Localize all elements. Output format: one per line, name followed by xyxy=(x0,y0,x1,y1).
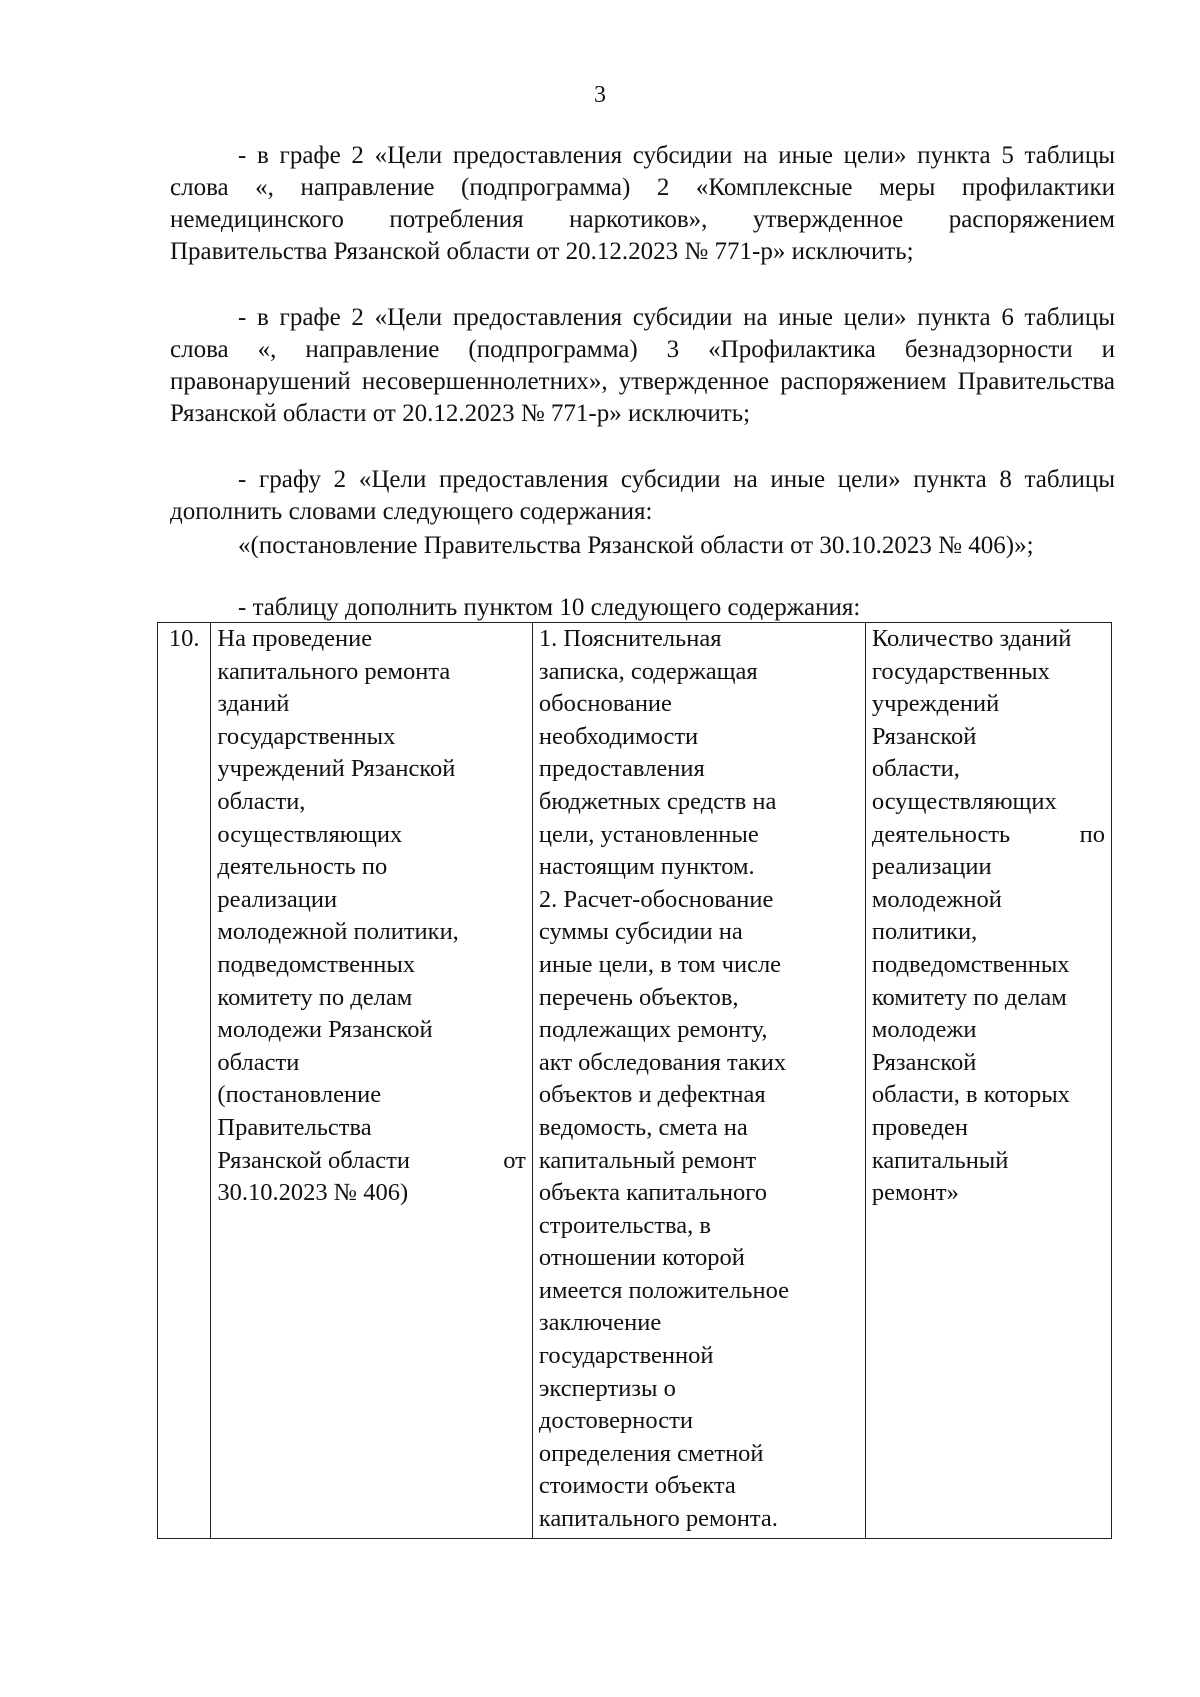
result-cell xyxy=(865,623,1111,1539)
purpose-text: На проведение капитального ремонта зданий государственных учреждений Рязанской области, осуществляющих деятельность по реализации молодежной политики, подведомственных комитету по делам молодежи Рязанской области (постановление Правительства xyxy=(217,625,459,1141)
paragraph-1: - в графе 2 «Цели предоставления субсидии на иные цели» пункта 5 таблицы слова «, направление (подпрограмма) 2 «Комплексные меры профилактики немедицинского потребления наркотиков», утвержденное распоряжением Правительства Рязанской области от 20.12.2023 № 771-р» исключить; xyxy=(170,142,1115,265)
result-text-top: Количество зданий государственных учреждений Рязанской области, осуществляющих xyxy=(871,625,1072,815)
row-number: 10. xyxy=(168,625,200,652)
result-justified-line xyxy=(872,819,1105,852)
documents-cell xyxy=(532,623,865,1539)
purpose-end: 30.10.2023 № 406) xyxy=(217,1179,409,1207)
documents-text: 1. Пояснительная записка, содержащая обоснование необходимости предоставления бюджетных средств на цели, установленные настоящим пунктом. 2. Расчет-обоснование суммы субсидии на иные цели, в том числе перечень объектов, подлежащих ремонту, акт обследования таких объектов и дефектная ведомость, смета на капитальный ремонт объекта капитального строительства, в отношении которой имеется положительное заключение государственной экспертизы о достоверности определения сметной стоимости объекта капитального ремонта. xyxy=(538,625,789,1533)
table-row xyxy=(158,623,1112,1539)
paragraph-5: - таблицу дополнить пунктом 10 следующего содержания: xyxy=(238,594,861,621)
result-text-bottom: реализации молодежной политики, подведомственных комитету по делам молодежи Рязанской области, в которых проведен капитальный ремонт» xyxy=(871,853,1070,1207)
result-line-right: по xyxy=(1079,820,1105,848)
paragraph-4: «(постановление Правительства Рязанской области от 30.10.2023 № 406)»; xyxy=(238,532,1034,559)
purpose-cell xyxy=(211,623,532,1539)
row-number-cell xyxy=(158,623,211,1539)
page-number: 3 xyxy=(594,82,606,108)
paragraph-2: - в графе 2 «Цели предоставления субсидии на иные цели» пункта 6 таблицы слова «, направление (подпрограмма) 3 «Профилактика безнадзорности и правонарушений несовершеннолетних», утвержденное распоряжением Правительства Рязанской области от 20.12.2023 № 771-р» исключить; xyxy=(170,304,1115,427)
purpose-justified-line xyxy=(217,1145,525,1178)
result-line-left: деятельность xyxy=(871,820,1011,848)
purpose-line-left: Рязанской области xyxy=(217,1146,410,1174)
paragraph-3: - графу 2 «Цели предоставления субсидии на иные цели» пункта 8 таблицы дополнить словами следующего содержания: xyxy=(170,466,1115,525)
addition-table xyxy=(157,622,1112,1539)
purpose-line-right: от xyxy=(503,1146,526,1174)
